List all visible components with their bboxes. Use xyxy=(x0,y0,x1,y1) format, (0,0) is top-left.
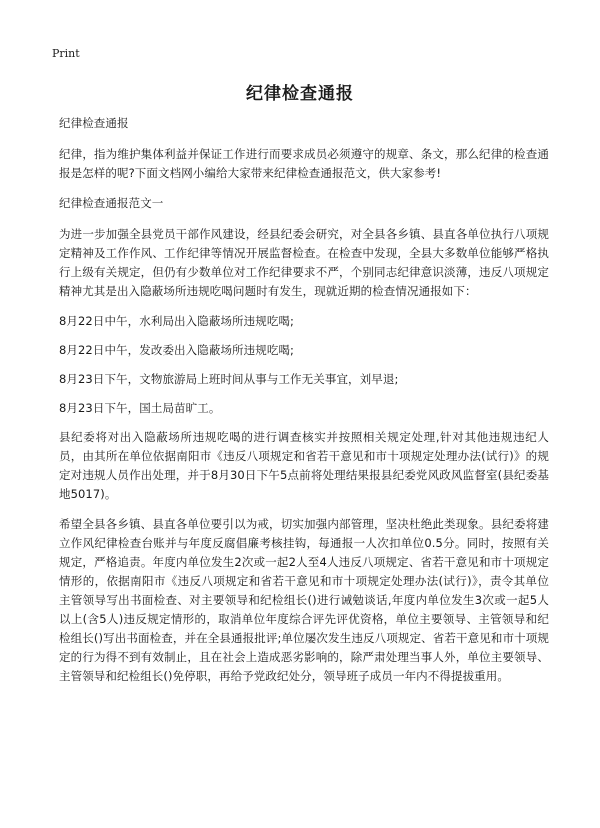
notice-item: 8月23日下午，文物旅游局上班时间从事与工作无关事宜，刘早退; xyxy=(59,372,399,386)
section-heading: 纪律检查通报范文一 xyxy=(59,196,164,210)
notice-item: 8月22日中午，发改委出入隐蔽场所违规吃喝; xyxy=(59,343,295,357)
document-subtitle: 纪律检查通报 xyxy=(59,116,129,130)
notice-item: 8月23日下午，国土局苗旷工。 xyxy=(59,401,221,415)
body-paragraph-2: 县纪委将对出入隐蔽场所违规吃喝的进行调查核实并按照相关规定处理,针对其他违规违纪人员，由其所在单位依据南阳市《违反八项规定和省若干意见和市十项规定处理办法(试行)》的规定对违规人员作出处理，并于8月30日下午5点前将处理结果报县纪委党风政风监督室(县纪委基地5017)。 xyxy=(59,430,549,501)
document-body xyxy=(59,114,549,697)
body-paragraph-3: 希望全县各乡镇、县直各单位要引以为戒，切实加强内部管理，坚决杜绝此类现象。县纪委将建立作风纪律检查台账并与年度反腐倡廉考核挂钩，每通报一人次扣单位0.5分。同时，按照有关规定，严格追责。年度内单位发生2次或一起2人至4人违反八项规定、省若干意见和市十项规定情形的，依据南阳市《违反八项规定和省若干意见和市十项规定处理办法(试行)》，责令其单位主管领导写出书面检查、对主要领导和纪检组长()进行诫勉谈话,年度内单位发生3次或一起5人以上(含5人)违反规定情形的，取消单位年度综合评先评优资格，单位主要领导、主管领导和纪检组长()写出书面检查，并在全县通报批评;单位屡次发生违反八项规定、省若干意见和市十项规定的行为得不到有效制止，且在社会上造成恶劣影响的，除严肃处理当事人外，单位主要领导、主管领导和纪检组长()免停职，再给予党政纪处分，领导班子成员一年内不得提拔重用。 xyxy=(59,517,549,683)
document-title: 纪律检查通报 xyxy=(246,84,354,104)
body-paragraph-1: 为进一步加强全县党员干部作风建设，经县纪委会研究，对全县各乡镇、县直各单位执行八项规定精神及工作作风、工作纪律等情况开展监督检查。在检查中发现，全县大多数单位能够严格执行上级有关规定，但仍有少数单位对工作纪律要求不严，个别同志纪律意识淡薄，违反八项规定精神尤其是出入隐蔽场所违规吃喝问题时有发生，现就近期的检查情况通报如下： xyxy=(59,227,549,298)
intro-paragraph: 纪律，指为维护集体利益并保证工作进行而要求成员必须遵守的规章、条文，那么纪律的检查通报是怎样的呢?下面文档网小编给大家带来纪律检查通报范文，供大家参考! xyxy=(59,147,549,180)
print-link[interactable]: Print xyxy=(52,47,80,60)
notice-item: 8月22日中午，水利局出入隐蔽场所违规吃喝; xyxy=(59,314,295,328)
